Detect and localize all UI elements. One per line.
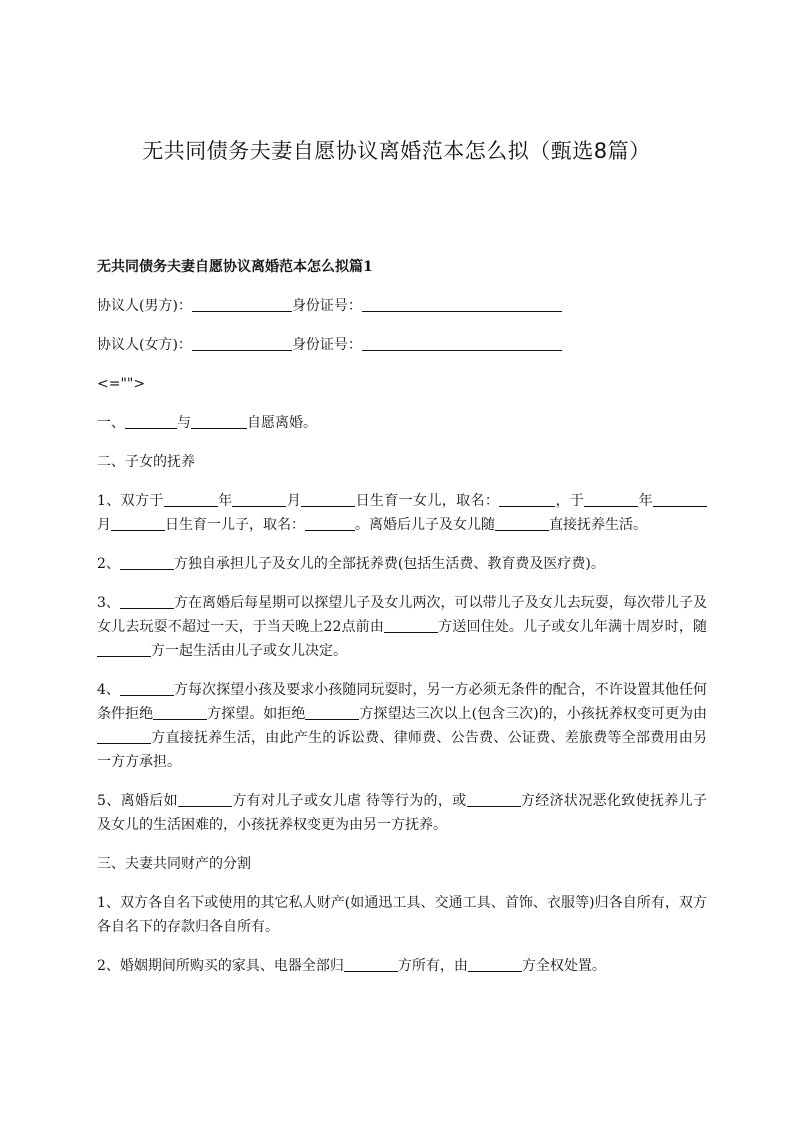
- fill-blank: [97, 729, 151, 744]
- fill-blank: [301, 492, 355, 507]
- clause-text: 月: [97, 517, 111, 533]
- fill-blank: [468, 957, 522, 972]
- clause-children-birth: [97, 489, 707, 537]
- fill-blank: [97, 642, 151, 657]
- fill-blank: [125, 414, 177, 429]
- fill-blank: [467, 792, 521, 807]
- name-blank: [192, 336, 292, 351]
- clause-text: 方探望达三次以上(包含三次)的，小孩抚养权变可更为由: [359, 706, 708, 722]
- clause-personal-property: 1、双方各自名下或使用的其它私人财产(如通迅工具、交通工具、首饰、衣服等)归各自所有，双方各自名下的存款归各自所有。: [97, 895, 707, 935]
- clause-text: 自愿离婚。: [247, 415, 317, 431]
- clause-voluntary-divorce: [97, 411, 707, 435]
- clause-text: 方每次探望小孩及要求小孩随同玩耍时，另一方必须无条件的配合，不许设置其他任何条件拒绝: [97, 682, 707, 722]
- clause-text: 5、离婚后如: [97, 793, 178, 809]
- fill-blank: [344, 957, 398, 972]
- clause-text: 年: [638, 493, 654, 509]
- clause-text: 方探望。如拒绝: [207, 706, 306, 722]
- fill-blank: [111, 516, 165, 531]
- id-blank: [362, 297, 562, 312]
- clause-text: 方独自承担儿子及女儿的全部抚养费(包括生活费、教育费及医疗费)。: [173, 556, 605, 572]
- clause-text: 3、: [97, 595, 120, 611]
- clause-text: 方在离婚后每星期可以探望儿子及女儿两次，可以带儿子及女儿去玩耍，每次带儿子及女儿去玩耍不超过一天，于当天晚上22点前由: [97, 595, 707, 635]
- fill-blank: [153, 705, 207, 720]
- clause-text: 方所有，由: [397, 958, 468, 974]
- fill-blank: [178, 792, 232, 807]
- document-body: [97, 255, 707, 993]
- party-male-line: [97, 294, 707, 318]
- heading-property-division: 三、夫妻共同财产的分割: [97, 856, 251, 872]
- clause-text: 月: [286, 493, 302, 509]
- clause-text: 方直接抚养生活，由此产生的诉讼费、律师费、公告费、公证费、差旅费等全部费用由另一方方承担。: [97, 730, 707, 770]
- clause-support-costs: [97, 552, 707, 576]
- id-blank: [362, 336, 562, 351]
- clause-text: 4、: [97, 682, 120, 698]
- party-female-line: [97, 333, 707, 357]
- id-label: 身份证号：: [291, 337, 362, 353]
- fill-blank: [120, 594, 174, 609]
- id-label: 身份证号：: [291, 298, 362, 314]
- fill-blank: [120, 681, 174, 696]
- section-heading: 无共同债务夫妻自愿协议离婚范本怎么拟篇1: [97, 259, 373, 275]
- clause-text: 方有对儿子或女儿虐 待等行为的，或: [231, 793, 467, 809]
- fill-blank: [384, 618, 438, 633]
- clause-text: ，于: [555, 493, 585, 509]
- party-male-label: 协议人(男方)：: [97, 298, 192, 314]
- fill-blank: [305, 705, 359, 720]
- stray-tag-line: <="">: [97, 376, 146, 392]
- fill-blank: [164, 492, 218, 507]
- fill-blank: [499, 492, 555, 507]
- fill-blank: [191, 414, 247, 429]
- fill-blank: [232, 492, 286, 507]
- fill-blank: [584, 492, 638, 507]
- clause-visitation-cooperation: [97, 678, 707, 774]
- clause-text: 1、双方于: [97, 493, 164, 509]
- clause-text: 直接抚养生活。: [549, 517, 647, 533]
- document-title: 无共同债务夫妻自愿协议离婚范本怎么拟（甄选8篇）: [142, 139, 651, 163]
- clause-text: 2、: [97, 556, 120, 572]
- heading-child-custody: 二、子女的抚养: [97, 454, 195, 470]
- clause-text: 方经济状况恶化致使抚养儿子及女儿的生活困难的，小孩抚养权变更为由另一方抚养。: [97, 793, 707, 833]
- fill-blank: [305, 516, 355, 531]
- clause-custody-change: [97, 789, 707, 837]
- fill-blank: [120, 555, 174, 570]
- party-female-label: 协议人(女方)：: [97, 337, 192, 353]
- clause-text: 日生育一儿子，取名：: [165, 517, 305, 533]
- clause-text: 方一起生活由儿子或女儿决定。: [151, 643, 347, 659]
- clause-text: 年: [217, 493, 233, 509]
- clause-text: 日生育一女儿，取名：: [355, 493, 500, 509]
- clause-text: 方全权处置。: [521, 958, 606, 974]
- fill-blank: [653, 492, 707, 507]
- fill-blank: [495, 516, 549, 531]
- clause-text: 2、婚姻期间所购买的家具、电器全部归: [97, 958, 344, 974]
- name-blank: [192, 297, 292, 312]
- clause-text: 一、: [97, 415, 125, 431]
- clause-text: 。离婚后儿子及女儿随: [355, 517, 495, 533]
- clause-visitation: [97, 591, 707, 663]
- clause-text: 方送回住处。儿子或女儿年满十周岁时，随: [437, 619, 707, 635]
- clause-furniture-appliances: [97, 954, 707, 978]
- clause-text: 与: [177, 415, 191, 431]
